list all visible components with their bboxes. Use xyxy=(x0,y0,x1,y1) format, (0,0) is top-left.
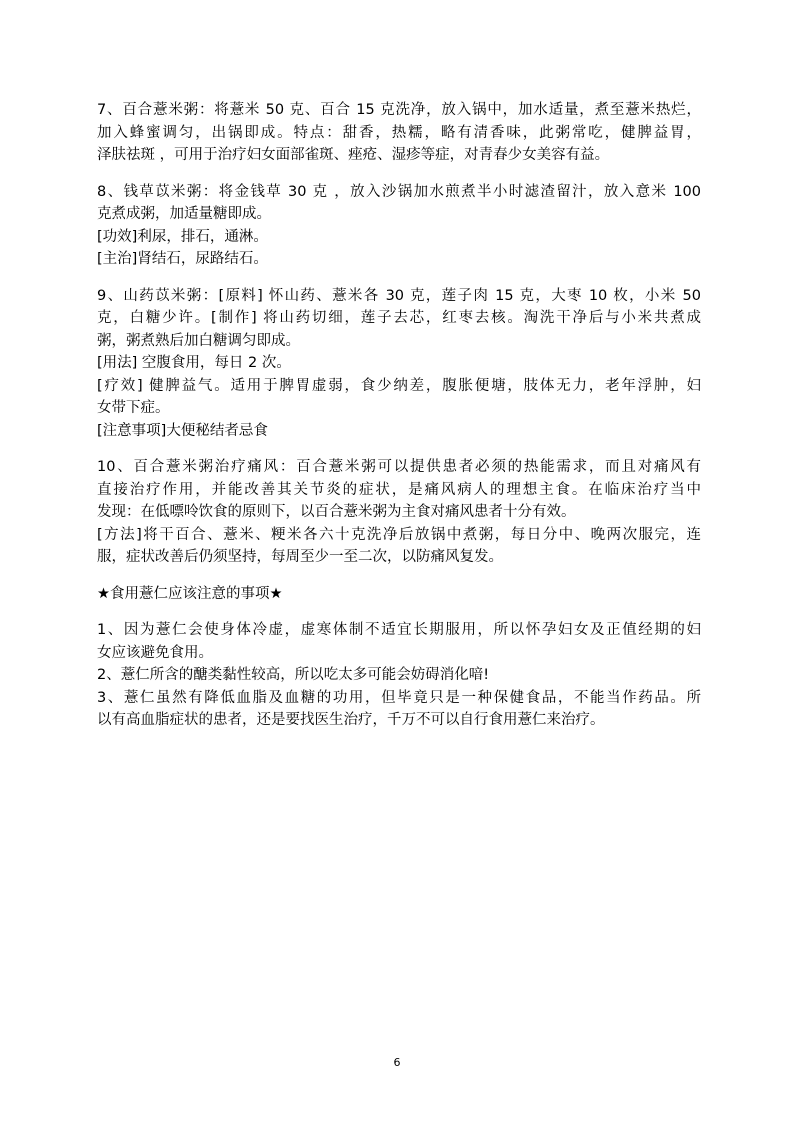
text-line: 7、百合薏米粥：将薏米 50 克、百合 15 克洗净，放入锅中，加水适量，煮至薏米热烂， xyxy=(97,102,701,118)
notes-paragraph xyxy=(97,619,701,732)
recipe-8-paragraph xyxy=(97,181,701,271)
text-line: 发现：在低嘌呤饮食的原则下，以百合薏米粥为主食对痛风患者十分有效。 xyxy=(97,504,576,520)
document-body xyxy=(97,99,701,746)
text-line: [疗效] 健脾益气。适用于脾胃虚弱，食少纳差，腹胀便塘，肢体无力，老年浮肿，妇 xyxy=(97,377,701,394)
text-line: [功效]利尿，排石，通淋。 xyxy=(97,228,268,245)
text-line: 以有高血脂症状的患者，还是要找医生治疗，千万不可以自行食用薏仁来治疗。 xyxy=(97,712,605,728)
text-line: [方法]将干百合、薏米、粳米各六十克洗净后放锅中煮粥，每日分中、晚两次服完，连 xyxy=(97,526,701,543)
text-line: 粥，粥煮熟后加白糖调匀即成。 xyxy=(97,332,300,349)
text-line: 加入蜂蜜调匀，出锅即成。特点：甜香，热糯，略有清香味，此粥常吃，健脾益胃， xyxy=(97,124,701,141)
text-line: [主治]肾结石，尿路结石。 xyxy=(97,251,268,267)
recipe-10-paragraph xyxy=(97,456,701,569)
page-number: 6 xyxy=(393,1056,401,1069)
text-line: 克煮成粥，加适量糖即成。 xyxy=(97,206,271,222)
text-line: 直接治疗作用，并能改善其关节炎的症状，是痛风病人的理想主食。在临床治疗当中 xyxy=(97,481,701,498)
recipe-7-paragraph xyxy=(97,99,701,167)
heading-text: ★食用薏仁应该注意的事项★ xyxy=(97,585,283,602)
text-line: 3、薏仁虽然有降低血脂及血糖的功用，但毕竟只是一种保健食品，不能当作药品。所 xyxy=(97,689,701,706)
text-line: 9、山药苡米粥：[原料] 怀山药、薏米各 30 克，莲子肉 15 克，大枣 10 枚，小米 50 xyxy=(97,287,701,304)
text-line: 泽肤祛斑 ，可用于治疗妇女面部雀斑、痤疮、湿疹等症，对青春少女美容有益。 xyxy=(97,147,610,163)
text-line: 10、百合薏米粥治疗痛风：百合薏米粥可以提供患者必须的热能需求，而且对痛风有 xyxy=(97,459,701,475)
text-line: 女带下症。 xyxy=(97,400,170,416)
section-heading xyxy=(97,583,701,606)
text-line: 8、钱草苡米粥：将金钱草 30 克 ，放入沙锅加水煎煮半小时滤渣留汁，放入意米 100 xyxy=(97,183,701,200)
text-line: [用法] 空腹食用，每日 2 次。 xyxy=(97,355,291,371)
text-line: 克，白糖少许。[制作] 将山药切细，莲子去芯，红枣去核。淘洗干净后与小米共煮成 xyxy=(97,310,701,326)
text-line: 1、因为薏仁会使身体冷虚，虚寒体制不适宜长期服用，所以怀孕妇女及正值经期的妇 xyxy=(97,622,701,638)
text-line: 服，症状改善后仍须坚持，每周至少一至二次，以防痛风复发。 xyxy=(97,549,503,565)
recipe-9-paragraph xyxy=(97,285,701,443)
text-line: 2、薏仁所含的醣类黏性较高，所以吃太多可能会妨碍消化喑! xyxy=(97,667,490,683)
text-line: [注意事项]大便秘结者忌食 xyxy=(97,422,268,439)
text-line: 女应该避免食用。 xyxy=(97,644,213,661)
